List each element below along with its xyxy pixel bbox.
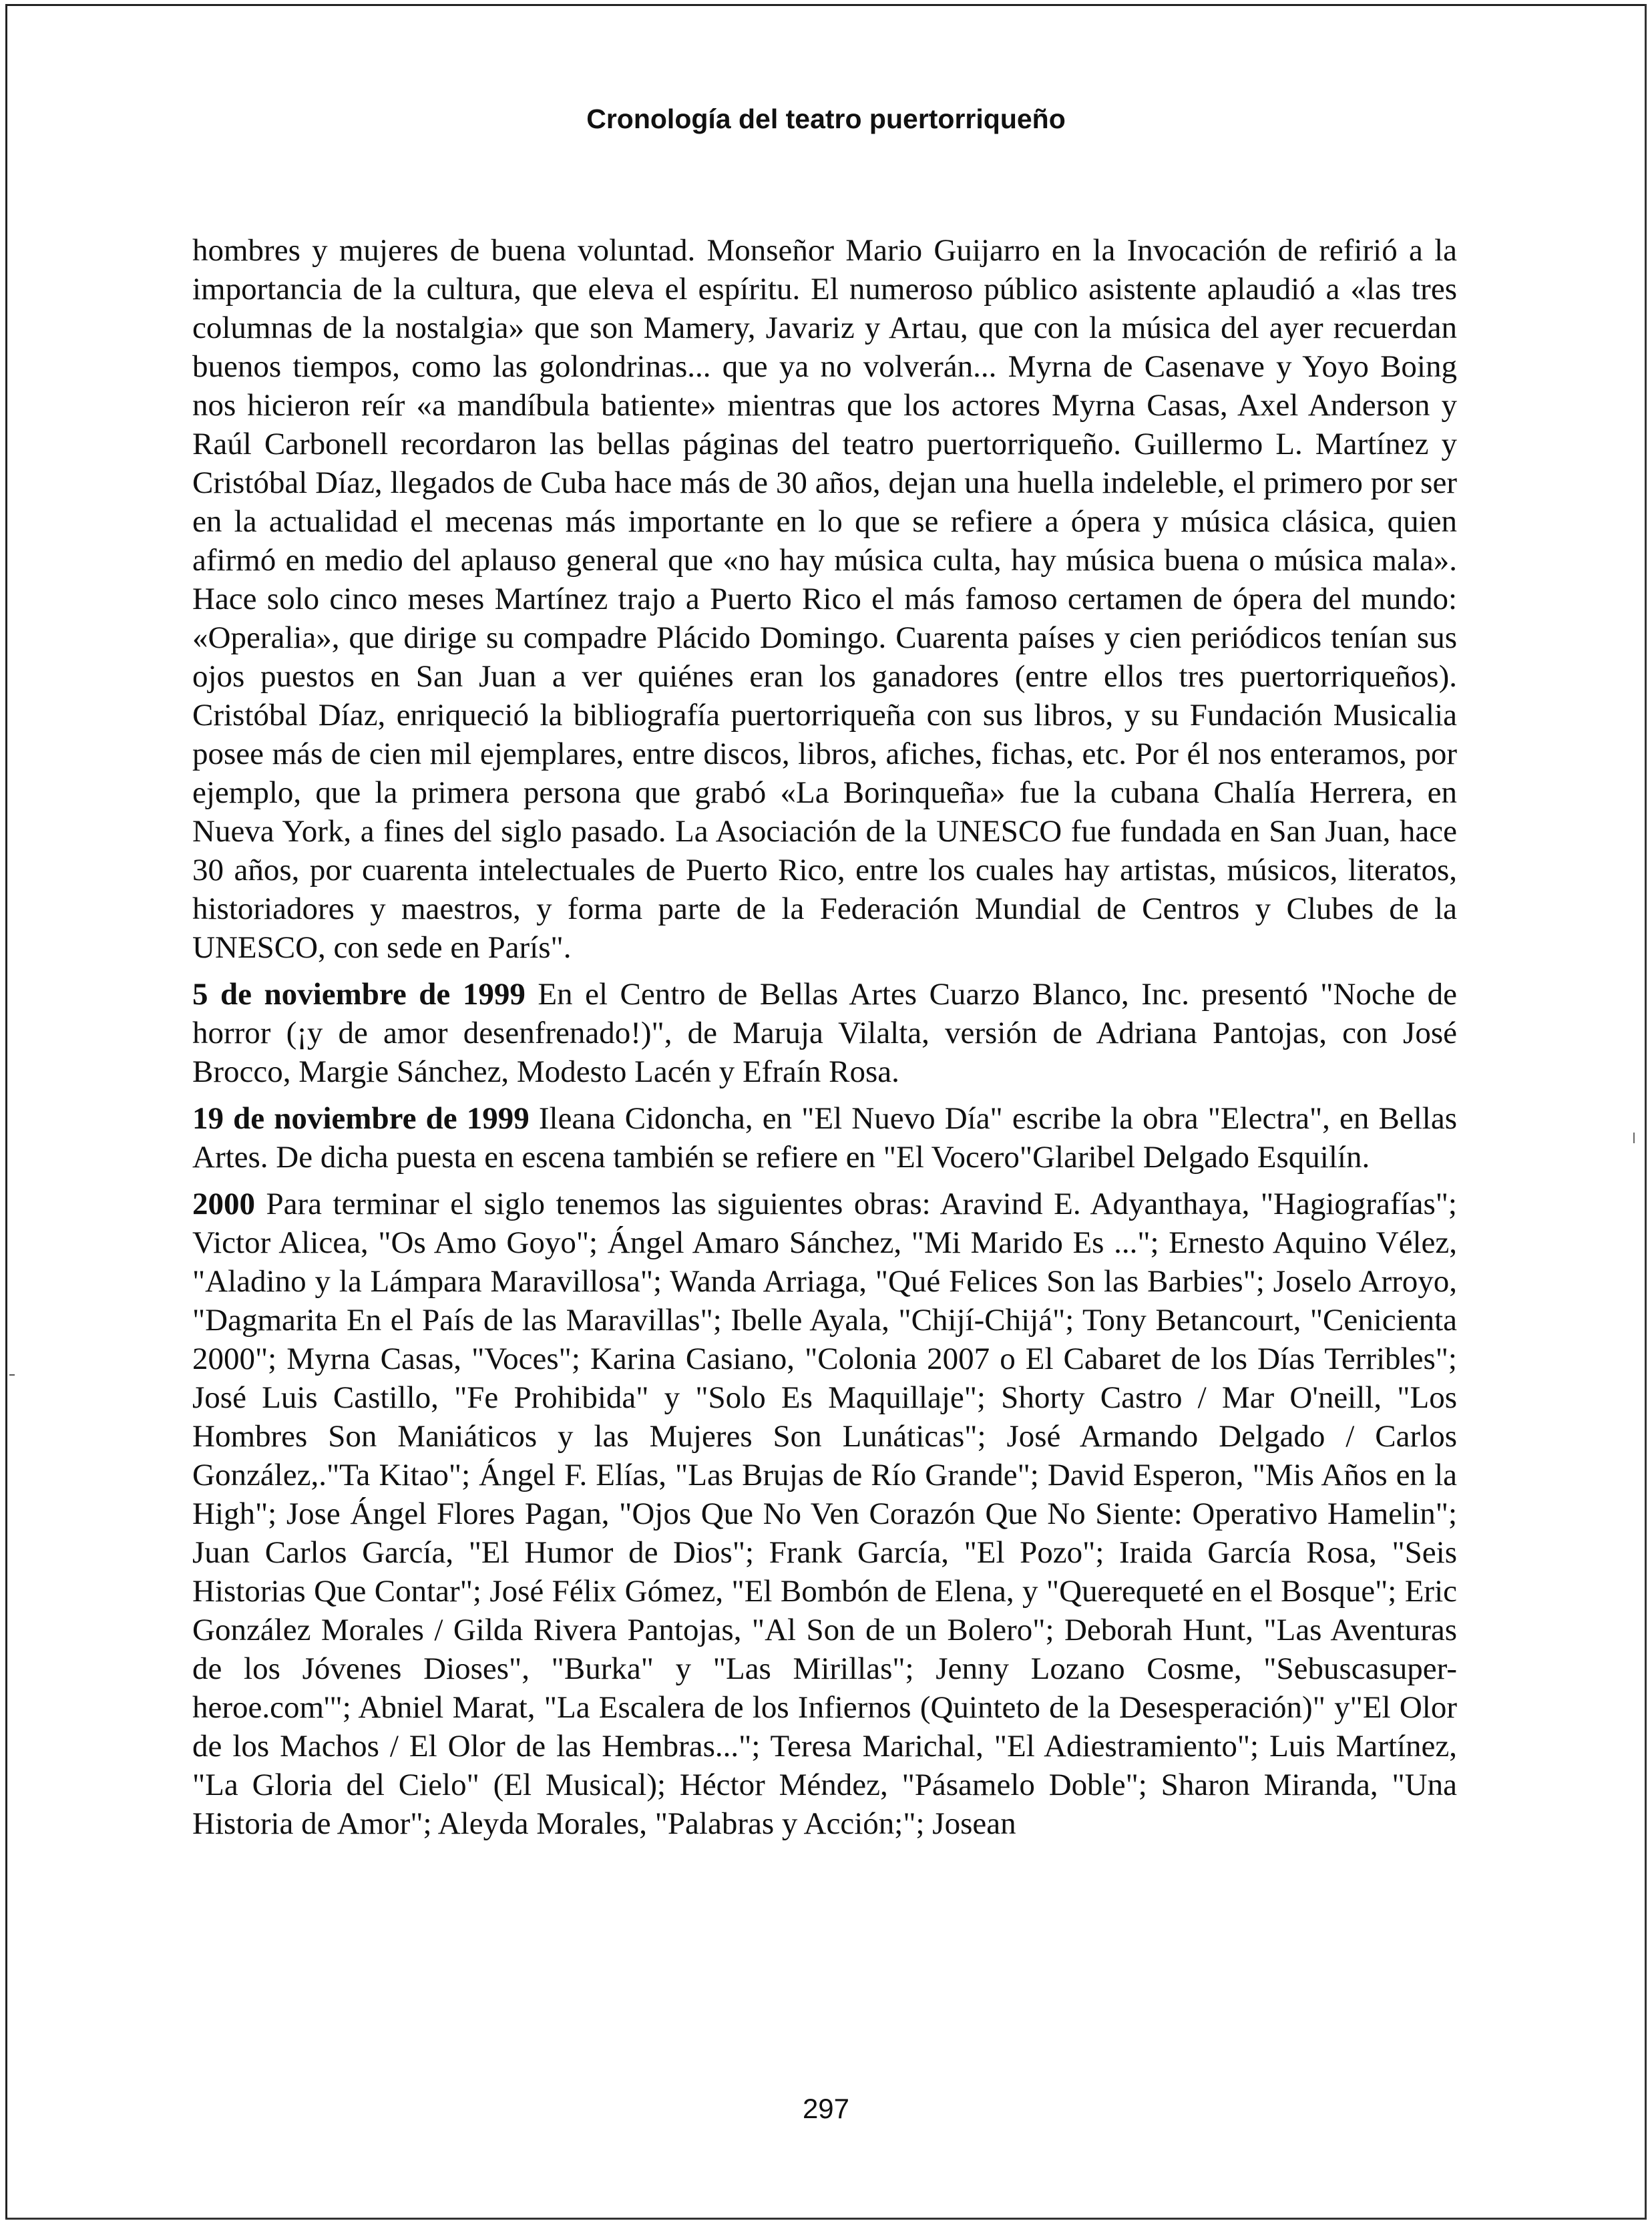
paragraph-continuation xyxy=(192,231,1457,967)
body-text xyxy=(192,231,1457,1851)
scan-mark-left xyxy=(9,1374,15,1376)
entry-nov-19-1999 xyxy=(192,1099,1457,1177)
entry-nov-5-1999 xyxy=(192,975,1457,1091)
page-border-right xyxy=(1645,4,1647,2218)
page-number: 297 xyxy=(802,2093,850,2124)
entry-text: Para terminar el siglo tenemos las siguientes obras: Aravind E. Adyanthaya, "Hagiografías"; Victor Alicea, "Os Amo Goyo"; Ángel Amaro Sánchez, "Mi Marido Es ..."; Ernesto Aquino Vélez, "Aladino y la Lámpara Maravillosa"; Wanda Arriaga, "Qué Felices Son las Barbies"; Joselo Arroyo, "Dagmarita En el País de las Maravillas"; Ibelle Ayala, "Chijí-Chijá"; Tony Betancourt, "Cenicienta 2000"; Myrna Casas, "Voces"; Karina Casiano, "Colonia 2007 o El Cabaret de los Días Terribles"; José Luis Castillo, "Fe Prohibida" y "Solo Es Maquillaje"; Shorty Castro / Mar O'neill, "Los Hombres Son Maniáticos y las Mujeres Son Lunáticas"; José Armando Delgado / Carlos González,."Ta Kitao"; Ángel F. Elías, "Las Brujas de Río Grande"; David Esperon, "Mis Años en la High"; Jose Ángel Flores Pagan, "Ojos Que No Ven Corazón Que No Siente: Operativo Hamelin"; Juan Carlos García, "El Humor de Dios"; Frank García, "El Pozo"; Iraida García Rosa, "Seis Historias Que Contar"; José Félix Gómez, "El Bombón de Elena, y "Querequeté en el Bosque"; Eric González Morales / Gilda Rivera Pantojas, "Al Son de un Bolero"; Deborah Hunt, "Las Aventuras de los Jóvenes Dioses", "Burka" y "Las Mirillas"; Jenny Lozano Cosme, "Sebuscasuper-heroe.com'"; Abniel Marat, "La Escalera de los Infiernos (Quinteto de la Desesperación)" y"El Olor de los Machos / El Olor de las Hembras..."; Teresa Marichal, "El Adiestramiento"; Luis Martínez, "La Gloria del Cielo" (El Musical); Héctor Méndez, "Pásamelo Doble"; Sharon Miranda, "Una Historia de Amor"; Aleyda Morales, "Palabras y Acción;"; Josean xyxy=(192,1187,1457,1841)
running-head: Cronología del teatro puertorriqueño xyxy=(586,104,1066,134)
entry-date: 2000 xyxy=(192,1187,255,1221)
page-border-bottom xyxy=(5,2218,1647,2220)
entry-2000 xyxy=(192,1185,1457,1843)
entry-text: En el Centro de Bellas Artes Cuarzo Blanco, Inc. presentó "Noche de horror (¡y de amor desenfrenado!)", de Maruja Vilalta, versión de Adriana Pantojas, con José Brocco, Margie Sánchez, Modesto Lacén y Efraín Rosa. xyxy=(192,977,1457,1089)
entry-text: Ileana Cidoncha, en "El Nuevo Día" escribe la obra "Electra", en Bellas Artes. De dicha puesta en escena también se refiere en "El Vocero"Glaribel Delgado Esquilín. xyxy=(192,1101,1457,1175)
page-border-top xyxy=(5,4,1647,6)
page-border-left xyxy=(5,4,7,2218)
paragraph-text: hombres y mujeres de buena voluntad. Monseñor Mario Guijarro en la Invocación de refirió a la importancia de la cultura, que eleva el espíritu. El numeroso público asistente aplaudió a «las tres columnas de la nostalgia» que son Mamery, Javariz y Artau, que con la música del ayer recuerdan buenos tiempos, como las golondrinas... que ya no volverán... Myrna de Casenave y Yoyo Boing nos hicieron reír «a mandíbula batiente» mientras que los actores Myrna Casas, Axel Anderson y Raúl Carbonell recordaron las bellas páginas del teatro puertorriqueño. Guillermo L. Martínez y Cristóbal Díaz, llegados de Cuba hace más de 30 años, dejan una huella indeleble, el primero por ser en la actualidad el mecenas más importante en lo que se refiere a ópera y música clásica, quien afirmó en medio del aplauso general que «no hay música culta, hay música buena o música mala». Hace solo cinco meses Martínez trajo a Puerto Rico el más famoso certamen de ópera del mundo: «Operalia», que dirige su compadre Plácido Domingo. Cuarenta países y cien periódicos tenían sus ojos puestos en San Juan a ver quiénes eran los ganadores (entre ellos tres puertorriqueños). Cristóbal Díaz, enriqueció la bibliografía puertorriqueña con sus libros, y su Fundación Musicalia posee más de cien mil ejemplares, entre discos, libros, afiches, fichas, etc. Por él nos enteramos, por ejemplo, que la primera persona que grabó «La Borinqueña» fue la cubana Chalía Herrera, en Nueva York, a fines del siglo pasado. La Asociación de la UNESCO fue fundada en San Juan, hace 30 años, por cuarenta intelectuales de Puerto Rico, entre los cuales hay artistas, músicos, literatos, historiadores y maestros, y forma parte de la Federación Mundial de Centros y Clubes de la UNESCO, con sede en París". xyxy=(192,233,1457,965)
entry-date: 19 de noviembre de 1999 xyxy=(192,1101,530,1136)
entry-date: 5 de noviembre de 1999 xyxy=(192,977,526,1012)
scan-mark-right xyxy=(1633,1133,1635,1143)
